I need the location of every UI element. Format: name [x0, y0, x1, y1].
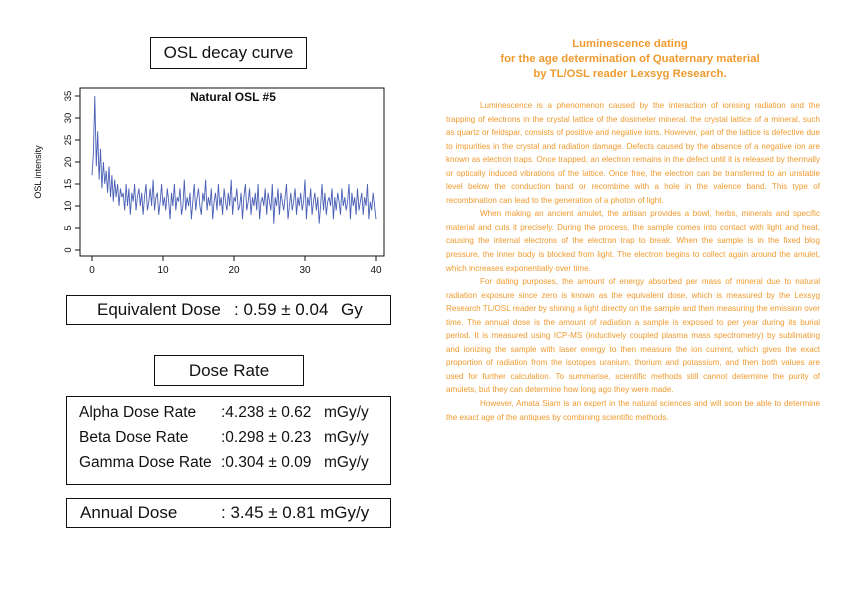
y-axis-label: OSL intensity — [33, 145, 43, 199]
dose-rates-box — [66, 396, 391, 485]
y-tick-label: 5 — [63, 225, 74, 231]
alpha-dose-rate-row — [67, 404, 390, 428]
article-title-line: Luminescence dating — [572, 38, 688, 50]
y-tick-label: 20 — [63, 156, 74, 168]
dose-rate-title-box — [154, 355, 304, 386]
osl-chart-svg — [28, 82, 388, 282]
equivalent-dose-box — [66, 295, 391, 325]
x-tick-label: 0 — [89, 265, 95, 276]
beta-dose-rate-unit: mGy/y — [324, 429, 369, 446]
chart-title: Natural OSL #5 — [190, 90, 276, 104]
x-tick-label: 20 — [228, 265, 240, 276]
article-paragraph: When making an ancient amulet, the artisan provides a bowl, herbs, minerals and specific material and cuts it precisely. During the process, the sample comes into contact with light and heat, causing the internal electrons of the electron trap to break. When the sample is in the fixed blog pressure, the inner body is blocked from light. The electron begins to collect again around the amulet, which increases exponentially over time. — [446, 209, 820, 273]
article-paragraph: Luminescence is a phenomenon caused by the interaction of ionising radiation and the trapping of electrons in the crystal lattice of the dosimeter mineral. the crystal lattice of a mineral, such as quartz or feldspar, consists of positive and negative ions. However, part of the lattice is defective due to impurities in the crystal and radiation damage. Defects caused by the absence of a negative ion are known as electron traps. Once trapped, an electron remains in the defect until it is released by thermally or optically induced vibrations of the lattice. Once free, the electron can be transferred to an unstable level below the conduction band or recombine with a hole in the valence band. This type of recombination can lead to the generation of a photon of light. — [446, 101, 820, 205]
y-tick-label: 15 — [63, 178, 74, 190]
gamma-dose-rate-unit: mGy/y — [324, 454, 369, 471]
article-paragraph: For dating purposes, the amount of energy absorbed per mass of mineral due to natural radiation exposure since zero is known as the equivalent dose, which is measured by the Lexsyg Research TL/OSL reader by shining a light directly on the sample and then measuring the emission over time. The annual dose is the amount of radiation a sample is exposed to per year during its burial period. It is measured using ICP-MS (inductively coupled plasma mass spectrometry) by sublimating and ionizing the sample with laser energy to then measure the ion current, which gives the exact proportion of radiation from the isotopes uranium, thorium and potassium, and then both values are used for further calculation. To summarise, scientific methods still cannot determine the purity of amulets, but they can determine how long ago they were made. — [446, 277, 820, 395]
x-tick-label: 40 — [370, 265, 382, 276]
x-tick-label: 10 — [157, 265, 169, 276]
beta-dose-rate-label: Beta Dose Rate — [79, 429, 189, 446]
plot-frame — [80, 88, 384, 256]
article-title — [440, 37, 820, 82]
osl-series-line — [92, 96, 376, 224]
alpha-dose-rate-label: Alpha Dose Rate — [79, 404, 197, 421]
osl-decay-curve-title-box — [150, 37, 307, 69]
y-tick-label: 25 — [63, 134, 74, 146]
y-tick-label: 35 — [63, 90, 74, 102]
y-tick-label: 30 — [63, 112, 74, 124]
beta-dose-rate-value: :0.298 ± 0.23 — [221, 429, 312, 446]
y-tick-label: 0 — [63, 247, 74, 253]
y-tick-label: 10 — [63, 200, 74, 212]
dose-rate-title: Dose Rate — [188, 360, 270, 380]
article-body — [446, 99, 820, 424]
beta-dose-rate-row — [67, 429, 390, 453]
osl-decay-curve-title: OSL decay curve — [163, 43, 294, 62]
gamma-dose-rate-value: :0.304 ± 0.09 — [221, 454, 312, 471]
gamma-dose-rate-label: Gamma Dose Rate — [79, 454, 212, 471]
annual-dose-box — [66, 498, 391, 528]
alpha-dose-rate-value: :4.238 ± 0.62 — [221, 404, 312, 421]
alpha-dose-rate-unit: mGy/y — [324, 404, 369, 421]
article-title-line: by TL/OSL reader Lexsyg Research. — [533, 68, 727, 80]
article-paragraph: However, Amata Siam is an expert in the natural sciences and will soon be able to determine the exact age of the antiques by combining scientific methods. — [446, 399, 820, 422]
equivalent-dose-unit: Gy — [341, 300, 363, 319]
gamma-dose-rate-row — [67, 454, 390, 478]
equivalent-dose-label: Equivalent Dose — [97, 300, 221, 319]
osl-chart — [28, 82, 388, 282]
x-tick-label: 30 — [299, 265, 311, 276]
annual-dose-value: : 3.45 ± 0.81 mGy/y — [221, 503, 370, 522]
annual-dose-label: Annual Dose — [80, 503, 178, 522]
article-title-line: for the age determination of Quaternary material — [500, 53, 760, 65]
equivalent-dose-value: : 0.59 ± 0.04 — [234, 300, 329, 319]
